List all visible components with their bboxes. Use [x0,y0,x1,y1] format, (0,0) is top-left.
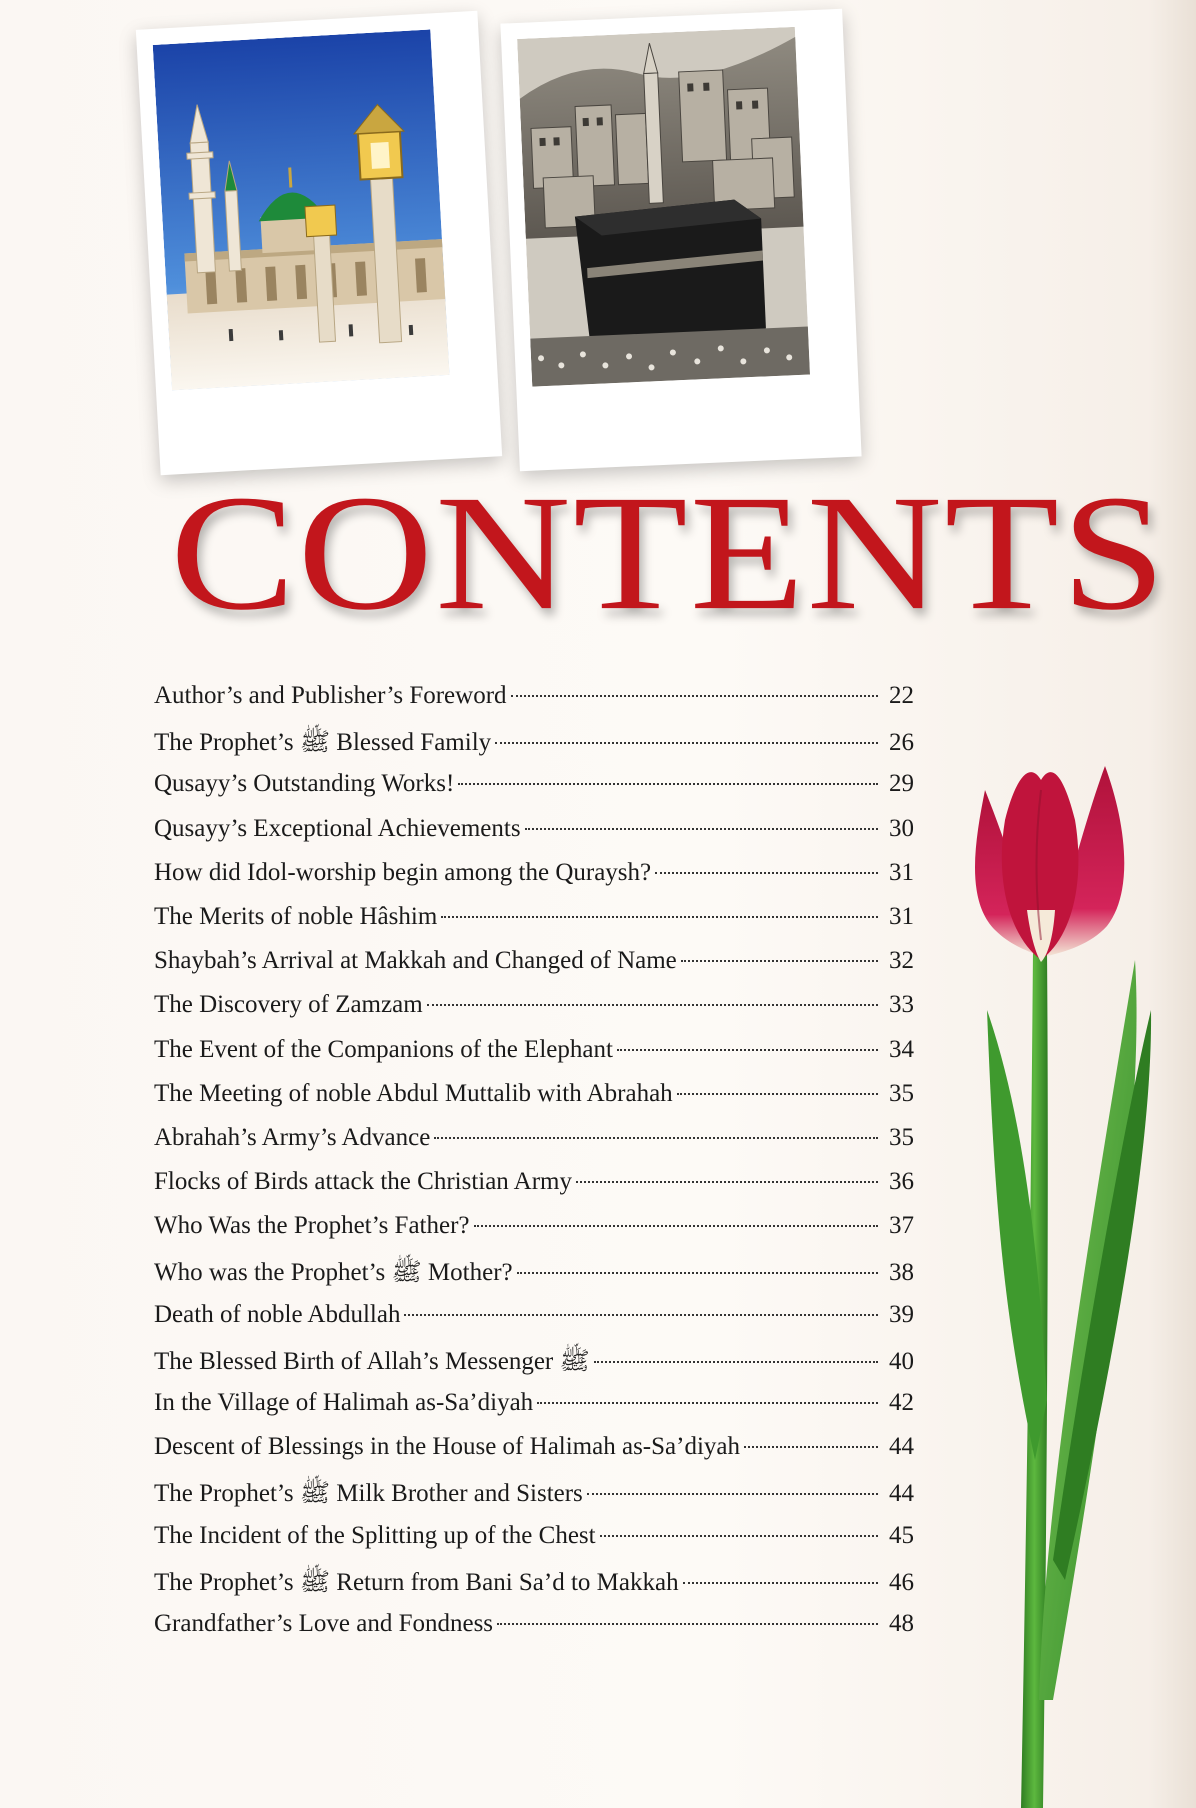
toc-entry [154,726,914,770]
toc-entry [154,1036,914,1080]
toc-entry-title: The Incident of the Splitting up of the Chest [154,1521,596,1549]
toc-entry [154,1522,914,1566]
toc-entry [154,1256,914,1300]
toc-entry-page: 44 [889,1480,914,1508]
toc-entry-page: 32 [889,947,914,975]
toc-entry [154,815,914,859]
dot-leader [517,1272,878,1274]
toc-entry-title: Who Was the Prophet’s Father? [154,1212,470,1240]
dot-leader [495,742,878,744]
toc-entry-page: 35 [889,1123,914,1151]
toc-entry-title: How did Idol-worship begin among the Quraysh? [154,858,652,886]
toc-entry-page: 42 [889,1389,914,1416]
toc-entry-title: Shaybah’s Arrival at Makkah and Changed of Name [154,947,677,975]
dot-leader [587,1493,878,1495]
toc-entry-page: 35 [889,1079,914,1107]
toc-entry [154,770,914,814]
toc-entry [154,1168,914,1212]
dot-leader [511,695,878,697]
toc-entry-page: 39 [889,1300,914,1328]
toc-entry-title: Who was the Prophet’s ﷺ Mother? [154,1259,513,1287]
toc-entry-title: Death of noble Abdullah [154,1300,401,1328]
toc-entry-page: 46 [889,1568,914,1596]
dot-leader [434,1137,878,1139]
dot-leader [655,872,878,874]
toc-entry-title: In the Village of Halimah as-Sa’diyah [154,1389,534,1416]
toc-entry [154,1301,914,1345]
toc-entry-title: The Prophet’s ﷺ Blessed Family [154,729,492,757]
toc-entry-page: 40 [889,1347,914,1375]
toc-entry-title: The Discovery of Zamzam [154,991,423,1019]
dot-leader [474,1225,878,1227]
kaaba-image [517,27,810,387]
dot-leader [458,783,878,785]
toc-entry-title: Descent of Blessings in the House of Halimah as-Sa’diyah [154,1433,740,1461]
toc-entry-page: 26 [889,729,914,757]
dot-leader [744,1446,878,1448]
page-title: CONTENTS [170,460,1168,645]
toc-entry-page: 37 [889,1212,914,1240]
mosque-photo [136,11,502,475]
toc-entry-page: 33 [889,991,914,1019]
dot-leader [537,1402,878,1404]
toc-entry-title: The Merits of noble Hâshim [154,902,438,930]
mosque-image [153,29,450,390]
toc-entry [154,1212,914,1256]
toc-entry [154,1124,914,1168]
table-of-contents [154,682,914,1654]
dot-leader [683,1582,878,1584]
toc-entry [154,991,914,1035]
toc-entry [154,1345,914,1389]
toc-entry-page: 45 [889,1521,914,1549]
toc-entry [154,1566,914,1610]
toc-entry-title: Abrahah’s Army’s Advance [154,1123,431,1151]
dot-leader [497,1623,878,1625]
toc-entry-title: The Blessed Birth of Allah’s Messenger ﷺ [154,1347,590,1375]
toc-entry-page: 48 [889,1609,914,1637]
kaaba-photo [500,9,861,471]
dot-leader [681,960,878,962]
dot-leader [427,1004,878,1006]
toc-entry [154,903,914,947]
toc-entry-page: 34 [889,1035,914,1063]
dot-leader [600,1535,878,1537]
dot-leader [441,916,878,918]
toc-entry [154,1610,914,1654]
toc-entry [154,1080,914,1124]
toc-entry [154,859,914,903]
toc-entry [154,1433,914,1477]
toc-entry-page: 44 [889,1433,914,1461]
toc-entry-title: Author’s and Publisher’s Foreword [154,682,507,709]
toc-entry-page: 36 [889,1168,914,1196]
toc-entry [154,1389,914,1433]
toc-entry [154,682,914,726]
toc-entry-title: The Meeting of noble Abdul Muttalib with Abrahah [154,1079,673,1107]
dot-leader [617,1049,878,1051]
dot-leader [576,1181,878,1183]
toc-entry [154,1477,914,1521]
dot-leader [404,1314,878,1316]
toc-entry-title: Flocks of Birds attack the Christian Army [154,1168,573,1196]
toc-entry-title: Grandfather’s Love and Fondness [154,1609,494,1637]
toc-entry-title: The Prophet’s ﷺ Milk Brother and Sisters [154,1480,583,1508]
dot-leader [677,1093,878,1095]
toc-entry-page: 29 [889,770,914,798]
toc-entry-page: 31 [889,858,914,886]
toc-entry-page: 31 [889,902,914,930]
toc-entry-title: The Event of the Companions of the Elephant [154,1035,613,1063]
dot-leader [594,1361,878,1363]
toc-entry-page: 30 [889,814,914,842]
toc-entry-title: Qusayy’s Outstanding Works! [154,770,455,798]
toc-entry [154,947,914,991]
toc-entry-page: 22 [889,682,914,709]
dot-leader [525,828,878,830]
toc-entry-title: The Prophet’s ﷺ Return from Bani Sa’d to Makkah [154,1568,679,1596]
tulip-illustration [935,700,1165,1808]
toc-entry-title: Qusayy’s Exceptional Achievements [154,814,521,842]
toc-entry-page: 38 [889,1259,914,1287]
